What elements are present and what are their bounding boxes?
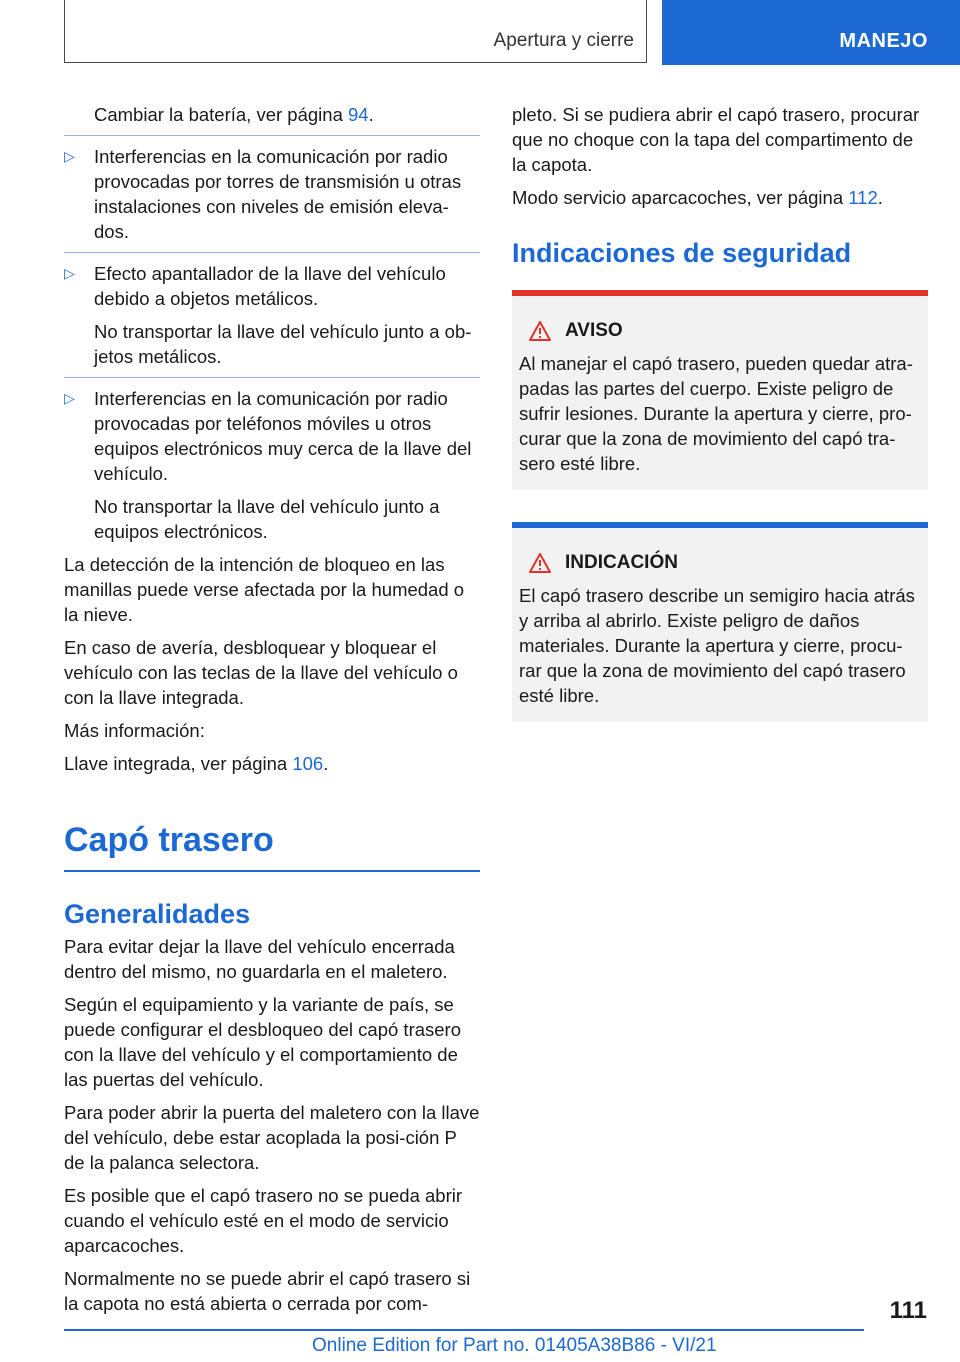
battery-reference xyxy=(64,102,480,127)
left-column xyxy=(64,102,480,1324)
divider xyxy=(64,252,480,253)
paragraph: Para evitar dejar la llave del vehículo encerrada dentro del mismo, no guardarla en el maletero. xyxy=(64,935,455,982)
warning-header xyxy=(519,318,920,343)
battery-reference-text: Cambiar la batería, ver página xyxy=(94,104,348,125)
subsection-heading: Generalidades xyxy=(64,898,251,929)
warning-title: AVISO xyxy=(565,320,623,341)
section-heading: Capó trasero xyxy=(64,821,274,859)
warning-triangle-icon xyxy=(529,321,551,341)
paragraph: Normalmente no se puede abrir el capó trasero si la capota no está abierta o cerrada por com- xyxy=(64,1267,471,1314)
list-item-sub: No transportar la llave del vehículo junto a equipos electrónicos. xyxy=(94,496,440,542)
triangle-right-icon: ▷ xyxy=(64,148,75,164)
divider xyxy=(64,377,480,378)
list-item xyxy=(64,144,480,244)
page-link-112[interactable]: 112 xyxy=(848,187,878,208)
paragraph: La detección de la intención de bloqueo en las manillas puede verse afectada por la humedad o la nieve. xyxy=(64,554,465,625)
list-item xyxy=(64,386,480,486)
paragraph: En caso de avería, desbloquear y bloquear el vehículo con las teclas de la llave del vehículo o con la llave integrada. xyxy=(64,637,458,708)
list-item xyxy=(64,261,480,311)
heading-rule xyxy=(64,870,480,872)
triangle-right-icon: ▷ xyxy=(64,390,75,406)
paragraph: Según el equipamiento y la variante de país, se puede configurar el desbloqueo del capó trasero con la llave del vehículo y el comportamiento de las puertas del vehículo. xyxy=(64,993,462,1090)
page-link-106[interactable]: 106 xyxy=(292,753,324,774)
header-chapter-tab[interactable] xyxy=(662,0,960,65)
header-section-title: Apertura y cierre xyxy=(493,30,634,51)
punct: . xyxy=(323,753,329,774)
header-section-box xyxy=(64,0,647,63)
page-number: 111 xyxy=(889,1297,927,1324)
paragraph: Más información: xyxy=(64,720,205,741)
list-item-sub: No transportar la llave del vehículo junto a ob-jetos metálicos. xyxy=(94,321,472,367)
subsection-heading: Indicaciones de seguridad xyxy=(512,238,852,268)
warning-triangle-icon xyxy=(529,553,551,573)
valet-reference-text: Modo servicio aparcacoches, ver página xyxy=(512,187,849,208)
notice-text: El capó trasero describe un semigiro hacia atrás y arriba al abrirlo. Existe peligro de daños materiales. Durante la apertura y cierre, procu-rar que la zona de movimiento del capó trasero esté libre. xyxy=(519,585,915,706)
key-reference-text: Llave integrada, ver página xyxy=(64,753,293,774)
footer-edition: Online Edition for Part no. 01405A38B86 - VI/21 xyxy=(312,1335,717,1356)
list-item-text: Interferencias en la comunicación por radio provocadas por torres de transmisión u otras instalaciones con niveles de emisión eleva-dos. xyxy=(94,146,462,242)
footer-rule xyxy=(64,1329,864,1331)
punct: . xyxy=(877,187,883,208)
header-chapter-label: MANEJO xyxy=(839,30,928,52)
right-column xyxy=(512,102,928,754)
notice-header xyxy=(519,550,920,575)
list-item-text: Efecto apantallador de la llave del vehículo debido a objetos metálicos. xyxy=(94,263,446,309)
triangle-right-icon: ▷ xyxy=(64,265,75,281)
punct: . xyxy=(368,104,374,125)
list-item-text: Interferencias en la comunicación por radio provocadas por teléfonos móviles u otros equipos electrónicos muy cerca de la llave del vehículo. xyxy=(94,388,472,484)
paragraph: Para poder abrir la puerta del maletero con la llave del vehículo, debe estar acoplada la posi-ción P de la palanca selectora. xyxy=(64,1101,480,1173)
paragraph: Es posible que el capó trasero no se pueda abrir cuando el vehículo esté en el modo de servicio aparcacoches. xyxy=(64,1184,463,1256)
page-link-94[interactable]: 94 xyxy=(348,104,369,125)
warning-text: Al manejar el capó trasero, pueden quedar atra-padas las partes del cuerpo. Existe peligro de sufrir lesiones. Durante la apertura y cierre, pro-curar que la zona de movimiento del capó tra-sero esté libre. xyxy=(519,353,913,474)
valet-reference xyxy=(512,185,928,210)
warning-box xyxy=(512,290,928,490)
notice-box xyxy=(512,522,928,722)
paragraph: pleto. Si se pudiera abrir el capó trasero, procurar que no choque con la tapa del compartimento de la capota. xyxy=(512,104,920,175)
notice-title: INDICACIÓN xyxy=(565,552,678,573)
key-reference xyxy=(64,751,480,776)
divider xyxy=(64,135,480,136)
